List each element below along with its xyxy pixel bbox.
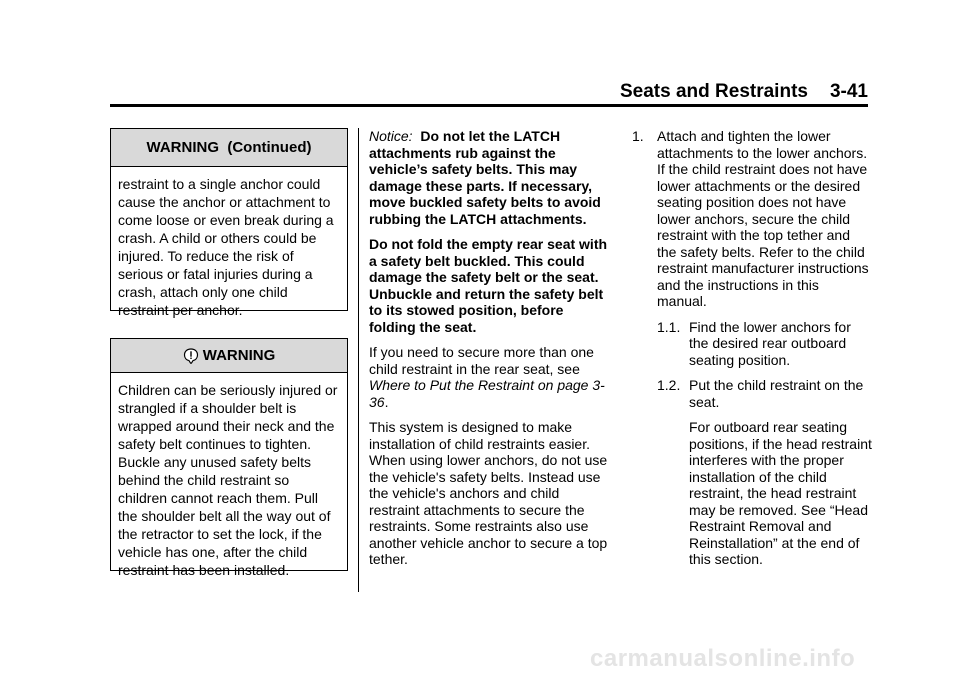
- secure-more-paragraph: If you need to secure more than one child restraint in the rear seat, see Where to Put the Restraint on page 3-36.: [369, 344, 605, 410]
- notice-paragraph: [369, 128, 609, 227]
- right-column: [632, 128, 872, 568]
- step-1-1: [632, 319, 872, 369]
- column-divider: [358, 128, 359, 592]
- warning-continued-text: restraint to a single anchor could cause the anchor or attachment to come loose or even break during a crash. A child or others could be injured. To reduce the risk of serious or fatal injuries during a crash, attach only one child restraint per anchor.: [118, 176, 334, 318]
- head-restraint-paragraph: For outboard rear seating positions, if the head restraint interferes with the proper installation of the child restraint, the head restraint may be removed. See “Head Restraint Removal and Reinstallation” at the end of this section.: [689, 419, 872, 567]
- step-1-text: Attach and tighten the lower attachments to the lower anchors. If the child restraint does not have lower attachments or the desired seating position does not have lower anchors, secure the child restraint with the top tether and the safety belts. Refer to the child restraint manufacturer instructions and the instructions in this manual.: [657, 128, 869, 309]
- step-1-1-text: Find the lower anchors for the desired rear outboard seating position.: [689, 318, 851, 368]
- notice-label: Notice:: [369, 128, 413, 144]
- step-1-2-number: 1.2.: [657, 377, 681, 393]
- warning-continued-title: WARNING (Continued): [111, 129, 347, 167]
- warning-continued-box: [110, 128, 348, 318]
- step-1-1-number: 1.1.: [657, 318, 681, 335]
- watermark: carmanualsonline.info: [590, 645, 856, 672]
- step-1-number: 1.: [632, 128, 644, 144]
- system-paragraph: This system is designed to make installation of child restraints easier. When using lower anchors, do not use the vehicle's safety belts. Instead use the vehicle's anchors and child restraint attachments to secure the restraints. Some restraints also use another vehicle anchor to secure a top tether.: [369, 419, 608, 567]
- step-1: [632, 128, 872, 310]
- notice-text: Do not let the LATCH attachments rub against the vehicle’s safety belts. This may damage these parts. If necessary, move buckled safety belts to avoid rubbing the LATCH attachments.: [369, 128, 601, 227]
- page-number: 3-41: [829, 81, 868, 102]
- cross-reference-link[interactable]: Where to Put the Restraint on page 3-36: [369, 377, 605, 410]
- page-header: [110, 80, 868, 104]
- step-1-2: [632, 377, 872, 410]
- warning-box: [110, 338, 348, 578]
- header-rule: [110, 104, 868, 107]
- section-title: Seats and Restraints: [620, 81, 808, 102]
- fold-seat-paragraph: Do not fold the empty rear seat with a safety belt buckled. This could damage the safety belt or the seat. Unbuckle and return the safety belt to its stowed position, before folding the seat.: [369, 236, 608, 335]
- warning-text: Children can be seriously injured or strangled if a shoulder belt is wrapped around their neck and the safety belt continues to tighten. Buckle any unused safety belts behind the child restraint so children cannot reach them. Pull the shoulder belt all the way out of the retractor to set the lock, if the vehicle has one, after the child restraint has been installed.: [118, 382, 338, 578]
- warning-icon: [183, 348, 199, 364]
- middle-column: [369, 128, 609, 577]
- warning-title: WARNING: [111, 339, 347, 373]
- step-1-2-text: Put the child restraint on the seat.: [689, 377, 864, 410]
